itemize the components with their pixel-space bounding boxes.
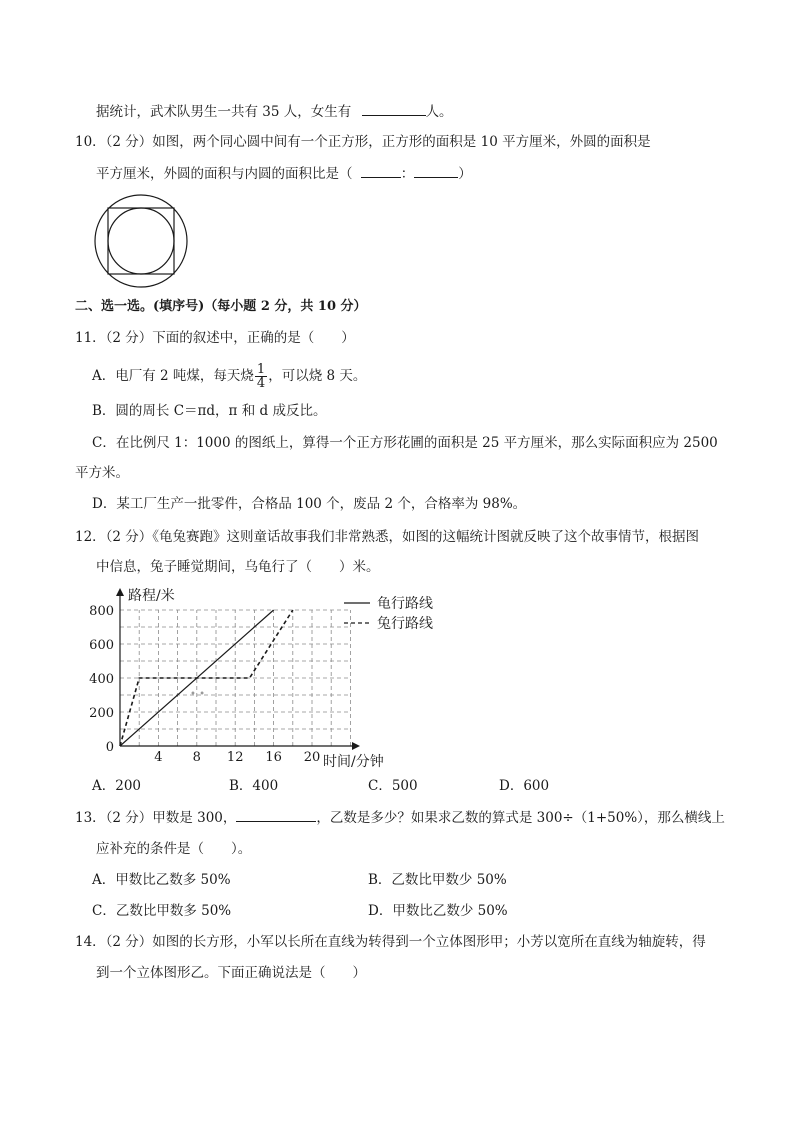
q12-option-c[interactable]: C．500	[368, 778, 418, 794]
x-axis-arrow	[352, 742, 360, 750]
q11-option-b[interactable]: B．圆的周长 C＝πd，π 和 d 成反比。	[92, 403, 327, 419]
q11-stem: 11．（2 分）下面的叙述中，正确的是（ ）	[75, 330, 355, 346]
y-tick-label: 400	[89, 672, 114, 687]
concentric-circles-figure	[93, 193, 189, 289]
q11-option-c-line1[interactable]: C．在比例尺 1：1000 的图纸上，算得一个正方形花圃的面积是 25 平方厘米，那么实际面积应为 2500	[92, 435, 718, 451]
x-tick-label: 20	[303, 750, 321, 765]
q12-option-d[interactable]: D．600	[499, 778, 550, 794]
fraction	[255, 363, 267, 390]
q11-option-c-line2: 平方米。	[75, 465, 129, 481]
q10-colon: ：	[400, 166, 415, 182]
q11-option-d[interactable]: D．某工厂生产一批零件，合格品 100 个，废品 2 个，合格率为 98%。	[92, 496, 527, 512]
q13-answer-blank[interactable]	[236, 807, 316, 822]
fraction-denominator: 4	[256, 376, 266, 391]
q14-line1: 14．（2 分）如图的长方形，小军以长所在直线为转得到一个立体图形甲；小芳以宽所在直线为轴旋转，得	[75, 934, 706, 950]
chart-axes	[116, 588, 360, 750]
y-tick-label: 800	[89, 604, 114, 619]
q9-tail	[96, 101, 453, 122]
chart-tick-labels	[89, 604, 320, 765]
q9-answer-blank[interactable]	[362, 101, 426, 116]
q13-option-c[interactable]: C．乙数比甲数多 50%	[92, 903, 232, 919]
decorative-dots: • •	[190, 689, 205, 700]
y-tick-label: 600	[89, 638, 114, 653]
q14-line2: 到一个立体图形乙。下面正确说法是（ ）	[96, 965, 366, 981]
section-2-title: 二、选一选。(填序号)（每小题 2 分，共 10 分）	[75, 299, 367, 314]
q12-line1: 12．（2 分）《龟兔赛跑》这则童话故事我们非常熟悉，如图的这幅统计图就反映了这个故事情节，根据图	[75, 529, 700, 545]
legend-rabbit-label: 兔行路线	[377, 616, 433, 632]
q10-text: 平方厘米，外圆的面积与内圆的面积比是（	[96, 166, 353, 182]
q10-blank-1[interactable]	[361, 163, 401, 178]
q9-suffix: 人。	[425, 104, 453, 120]
y-axis-arrow	[116, 588, 124, 596]
x-tick-label: 12	[226, 750, 244, 765]
y-tick-label: 200	[89, 706, 114, 721]
q13-option-b[interactable]: B．乙数比甲数少 50%	[368, 872, 507, 888]
chart-legend	[344, 595, 433, 632]
x-tick-label: 16	[265, 750, 282, 765]
q12-option-a[interactable]: A．200	[92, 778, 142, 794]
x-tick-label: 4	[154, 750, 163, 765]
q13-line1	[75, 807, 725, 828]
outer-circle	[95, 195, 187, 287]
q13-option-d[interactable]: D．甲数比乙数少 50%	[368, 903, 508, 919]
race-line-chart	[80, 582, 460, 777]
q10-blank-2[interactable]	[414, 163, 458, 178]
q11-option-a-text: A．电厂有 2 吨煤，每天烧	[92, 368, 254, 384]
q11-option-a[interactable]	[92, 363, 366, 390]
q9-text: 据统计，武术队男生一共有 35 人，女生有	[96, 104, 352, 120]
y-axis-label: 路程/米	[128, 588, 175, 604]
q12-line2: 中信息，兔子睡觉期间，乌龟行了（ ）米。	[96, 559, 380, 575]
q11-option-a-suffix: ，可以烧 8 天。	[268, 368, 367, 384]
q13-stem-b: ，乙数是多少？如果求乙数的算式是 300÷（1+50%），那么横线上	[316, 810, 725, 826]
q12-option-b[interactable]: B．400	[229, 778, 279, 794]
q10-close: ）	[458, 166, 472, 182]
inner-circle	[108, 208, 174, 274]
q13-stem-a: 13．（2 分）甲数是 300，	[75, 810, 237, 826]
q10-line1: 10．（2 分）如图，两个同心圆中间有一个正方形，正方形的面积是 10 平方厘米，外圆的面积是	[75, 134, 651, 150]
q10-line2	[96, 163, 472, 184]
y-tick-label: 0	[105, 740, 114, 755]
q13-line2: 应补充的条件是（ ）。	[96, 841, 252, 857]
x-axis-label: 时间/分钟	[323, 754, 384, 770]
q13-option-a[interactable]: A．甲数比乙数多 50%	[92, 872, 231, 888]
x-tick-label: 8	[192, 750, 201, 765]
fraction-numerator: 1	[256, 362, 266, 377]
legend-turtle-label: 龟行路线	[377, 596, 433, 612]
